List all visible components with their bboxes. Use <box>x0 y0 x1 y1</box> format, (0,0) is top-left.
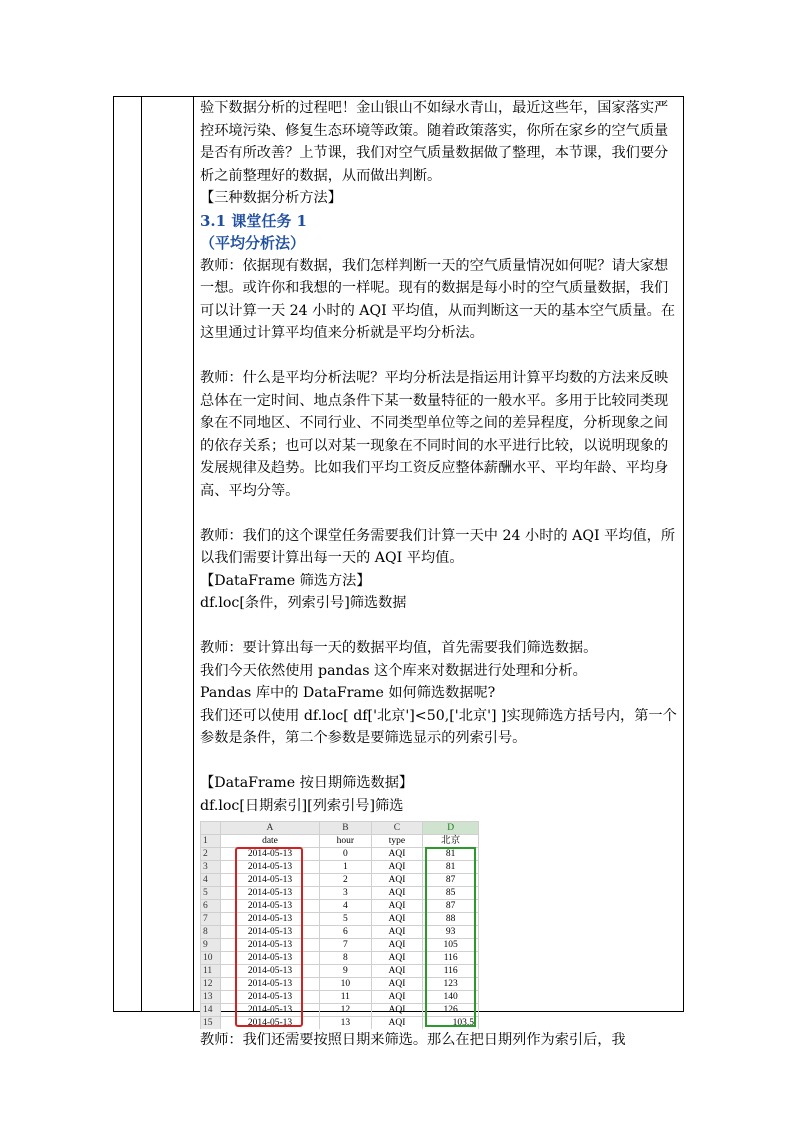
row-number: 10 <box>201 952 221 965</box>
sheet-cell: AQI <box>371 848 423 861</box>
sheet-cell: 11 <box>320 991 372 1004</box>
sheet-cell: AQI <box>371 1004 423 1017</box>
teacher-paragraph-3: 教师：我们的这个课堂任务需要我们计算一天中 24 小时的 AQI 平均值，所以我们需要计算出每一天的 AQI 平均值。 <box>200 527 676 566</box>
header-cell: date <box>220 835 319 848</box>
sheet-cell: 9 <box>320 965 372 978</box>
column-letter: C <box>371 822 423 835</box>
sheet-cell: 5 <box>320 913 372 926</box>
sheet-cell: AQI <box>371 965 423 978</box>
sheet-cell: 116 <box>423 952 479 965</box>
column-letter-row <box>201 822 479 835</box>
teacher-paragraph-4-line-1: 教师：要计算出每一天的数据平均值，首先需要我们筛选数据。 <box>200 640 598 656</box>
sheet-cell: AQI <box>371 887 423 900</box>
row-number: 8 <box>201 926 221 939</box>
sheet-cell: 8 <box>320 952 372 965</box>
sheet-cell: 2014-05-13 <box>220 1017 319 1030</box>
sheet-cell: AQI <box>371 952 423 965</box>
sheet-cell: 2 <box>320 874 372 887</box>
sheet-cell: AQI <box>371 939 423 952</box>
sheet-cell: 2014-05-13 <box>220 900 319 913</box>
sheet-cell: 126 <box>423 1004 479 1017</box>
row-number: 9 <box>201 939 221 952</box>
header-cell: type <box>371 835 423 848</box>
row-number: 6 <box>201 900 221 913</box>
teacher-paragraph-4-line-2: 我们今天依然使用 pandas 这个库来对数据进行处理和分析。 <box>200 662 587 679</box>
sheet-cell: 116 <box>423 965 479 978</box>
sheet-cell: AQI <box>371 874 423 887</box>
sheet-cell: 2014-05-13 <box>220 874 319 887</box>
sheet-cell: AQI <box>371 913 423 926</box>
sheet-cell: 85 <box>423 887 479 900</box>
sheet-cell: 103.5 <box>423 1017 479 1030</box>
teacher-paragraph-4-line-3: Pandas 库中的 DataFrame 如何筛选数据呢? <box>200 685 496 701</box>
sheet-cell: 2014-05-13 <box>220 1004 319 1017</box>
df-filter-syntax: df.loc[条件，列索引号]筛选数据 <box>200 595 407 611</box>
sheet-cell: 123 <box>423 978 479 991</box>
sheet-cell: 140 <box>423 991 479 1004</box>
row-number: 2 <box>201 848 221 861</box>
row-number: 5 <box>201 887 221 900</box>
row-number: 1 <box>201 835 221 848</box>
task-title: 3.1 课堂任务 1 <box>200 211 307 230</box>
sheet-cell: 81 <box>423 861 479 874</box>
sheet-cell: 87 <box>423 874 479 887</box>
df-filter-heading: 【DataFrame 筛选方法】 <box>200 572 371 589</box>
sheet-cell: 0 <box>320 848 372 861</box>
sheet-cell: 2014-05-13 <box>220 887 319 900</box>
sheet-cell: 2014-05-13 <box>220 913 319 926</box>
sheet-cell: 7 <box>320 939 372 952</box>
row-number: 12 <box>201 978 221 991</box>
sheet-cell: 2014-05-13 <box>220 926 319 939</box>
sheet-cell: 93 <box>423 926 479 939</box>
sheet-cell: 2014-05-13 <box>220 978 319 991</box>
teacher-paragraph-1: 教师：依据现有数据，我们怎样判断一天的空气质量情况如何呢？请大家想一想。或许你和我想的一样呢。现有的数据是每小时的空气质量数据，我们可以计算一天 24 小时的 AQI 平均值，从而判断这一天的基本空气质量。在这里通过计算平均值来分析就是平均分析法。 <box>200 257 676 341</box>
teacher-paragraph-2: 教师：什么是平均分析法呢？平均分析法是指运用计算平均数的方法来反映总体在一定时间、地点条件下某一数量特征的一般水平。多用于比较同类现象在不同地区、不同行业、不同类型单位等之间的差异程度，分析现象之间的依存关系；也可以对某一现象在不同时间的水平进行比较，以说明现象的发展规律及趋势。比如我们平均工资反应整体薪酬水平、平均年龄、平均身高、平均分等。 <box>200 370 669 499</box>
spreadsheet-screenshot <box>200 817 479 1029</box>
sheet-cell: AQI <box>371 1017 423 1030</box>
column-letter: D <box>423 822 479 835</box>
date-column-highlight <box>235 847 303 1027</box>
sheet-cell: AQI <box>371 926 423 939</box>
column-divider-2 <box>193 97 194 1011</box>
row-number: 4 <box>201 874 221 887</box>
sheet-cell: 1 <box>320 861 372 874</box>
sheet-cell: 10 <box>320 978 372 991</box>
sheet-cell: 81 <box>423 848 479 861</box>
df-date-heading: 【DataFrame 按日期筛选数据】 <box>200 775 414 791</box>
row-number: 14 <box>201 1004 221 1017</box>
header-cell: hour <box>320 835 372 848</box>
header-cell: 北京 <box>423 835 479 848</box>
sheet-cell: AQI <box>371 991 423 1004</box>
sheet-cell: 3 <box>320 887 372 900</box>
df-date-syntax: df.loc[日期索引][列索引号]筛选 <box>200 797 404 814</box>
column-divider-1 <box>141 97 142 1011</box>
row-number: 7 <box>201 913 221 926</box>
teacher-paragraph-4-line-4: 我们还可以使用 df.loc[ df['北京']<50,['北京'] ]实现筛选方括号内，第一个参数是条件，第二个参数是要筛选显示的列索引号。 <box>200 707 677 746</box>
sheet-cell: 105 <box>423 939 479 952</box>
sheet-cell: 87 <box>423 900 479 913</box>
row-number: 15 <box>201 1017 221 1030</box>
row-number: 13 <box>201 991 221 1004</box>
sheet-cell: 2014-05-13 <box>220 848 319 861</box>
intro-paragraph: 验下数据分析的过程吧！金山银山不如绿水青山，最近这些年，国家落实严控环境污染、修复生态环境等政策。随着政策落实，你所在家乡的空气质量是否有所改善？上节课，我们对空气质量数据做了整理，本节课，我们要分析之前整理好的数据，从而做出判断。 <box>200 100 669 184</box>
sheet-cell: AQI <box>371 978 423 991</box>
sheet-cell: 88 <box>423 913 479 926</box>
sheet-cell: AQI <box>371 900 423 913</box>
section-methods-heading: 【三种数据分析方法】 <box>200 190 342 206</box>
corner-cell <box>201 822 221 835</box>
lesson-content <box>200 97 682 1052</box>
column-letter: A <box>220 822 319 835</box>
sheet-cell: 13 <box>320 1017 372 1030</box>
beijing-column-highlight <box>425 847 476 1027</box>
teacher-paragraph-5: 教师：我们还需要按照日期来筛选。那么在把日期列作为索引后，我 <box>200 1032 626 1048</box>
sheet-cell: 4 <box>320 900 372 913</box>
task-subtitle: （平均分析法） <box>200 234 306 252</box>
sheet-cell: 2014-05-13 <box>220 991 319 1004</box>
sheet-cell: AQI <box>371 861 423 874</box>
column-letter: B <box>320 822 372 835</box>
row-number: 11 <box>201 965 221 978</box>
sheet-cell: 2014-05-13 <box>220 952 319 965</box>
sheet-cell: 12 <box>320 1004 372 1017</box>
sheet-cell: 2014-05-13 <box>220 965 319 978</box>
row-number: 3 <box>201 861 221 874</box>
sheet-cell: 2014-05-13 <box>220 861 319 874</box>
sheet-cell: 6 <box>320 926 372 939</box>
sheet-cell: 2014-05-13 <box>220 939 319 952</box>
sheet-row <box>201 835 479 848</box>
